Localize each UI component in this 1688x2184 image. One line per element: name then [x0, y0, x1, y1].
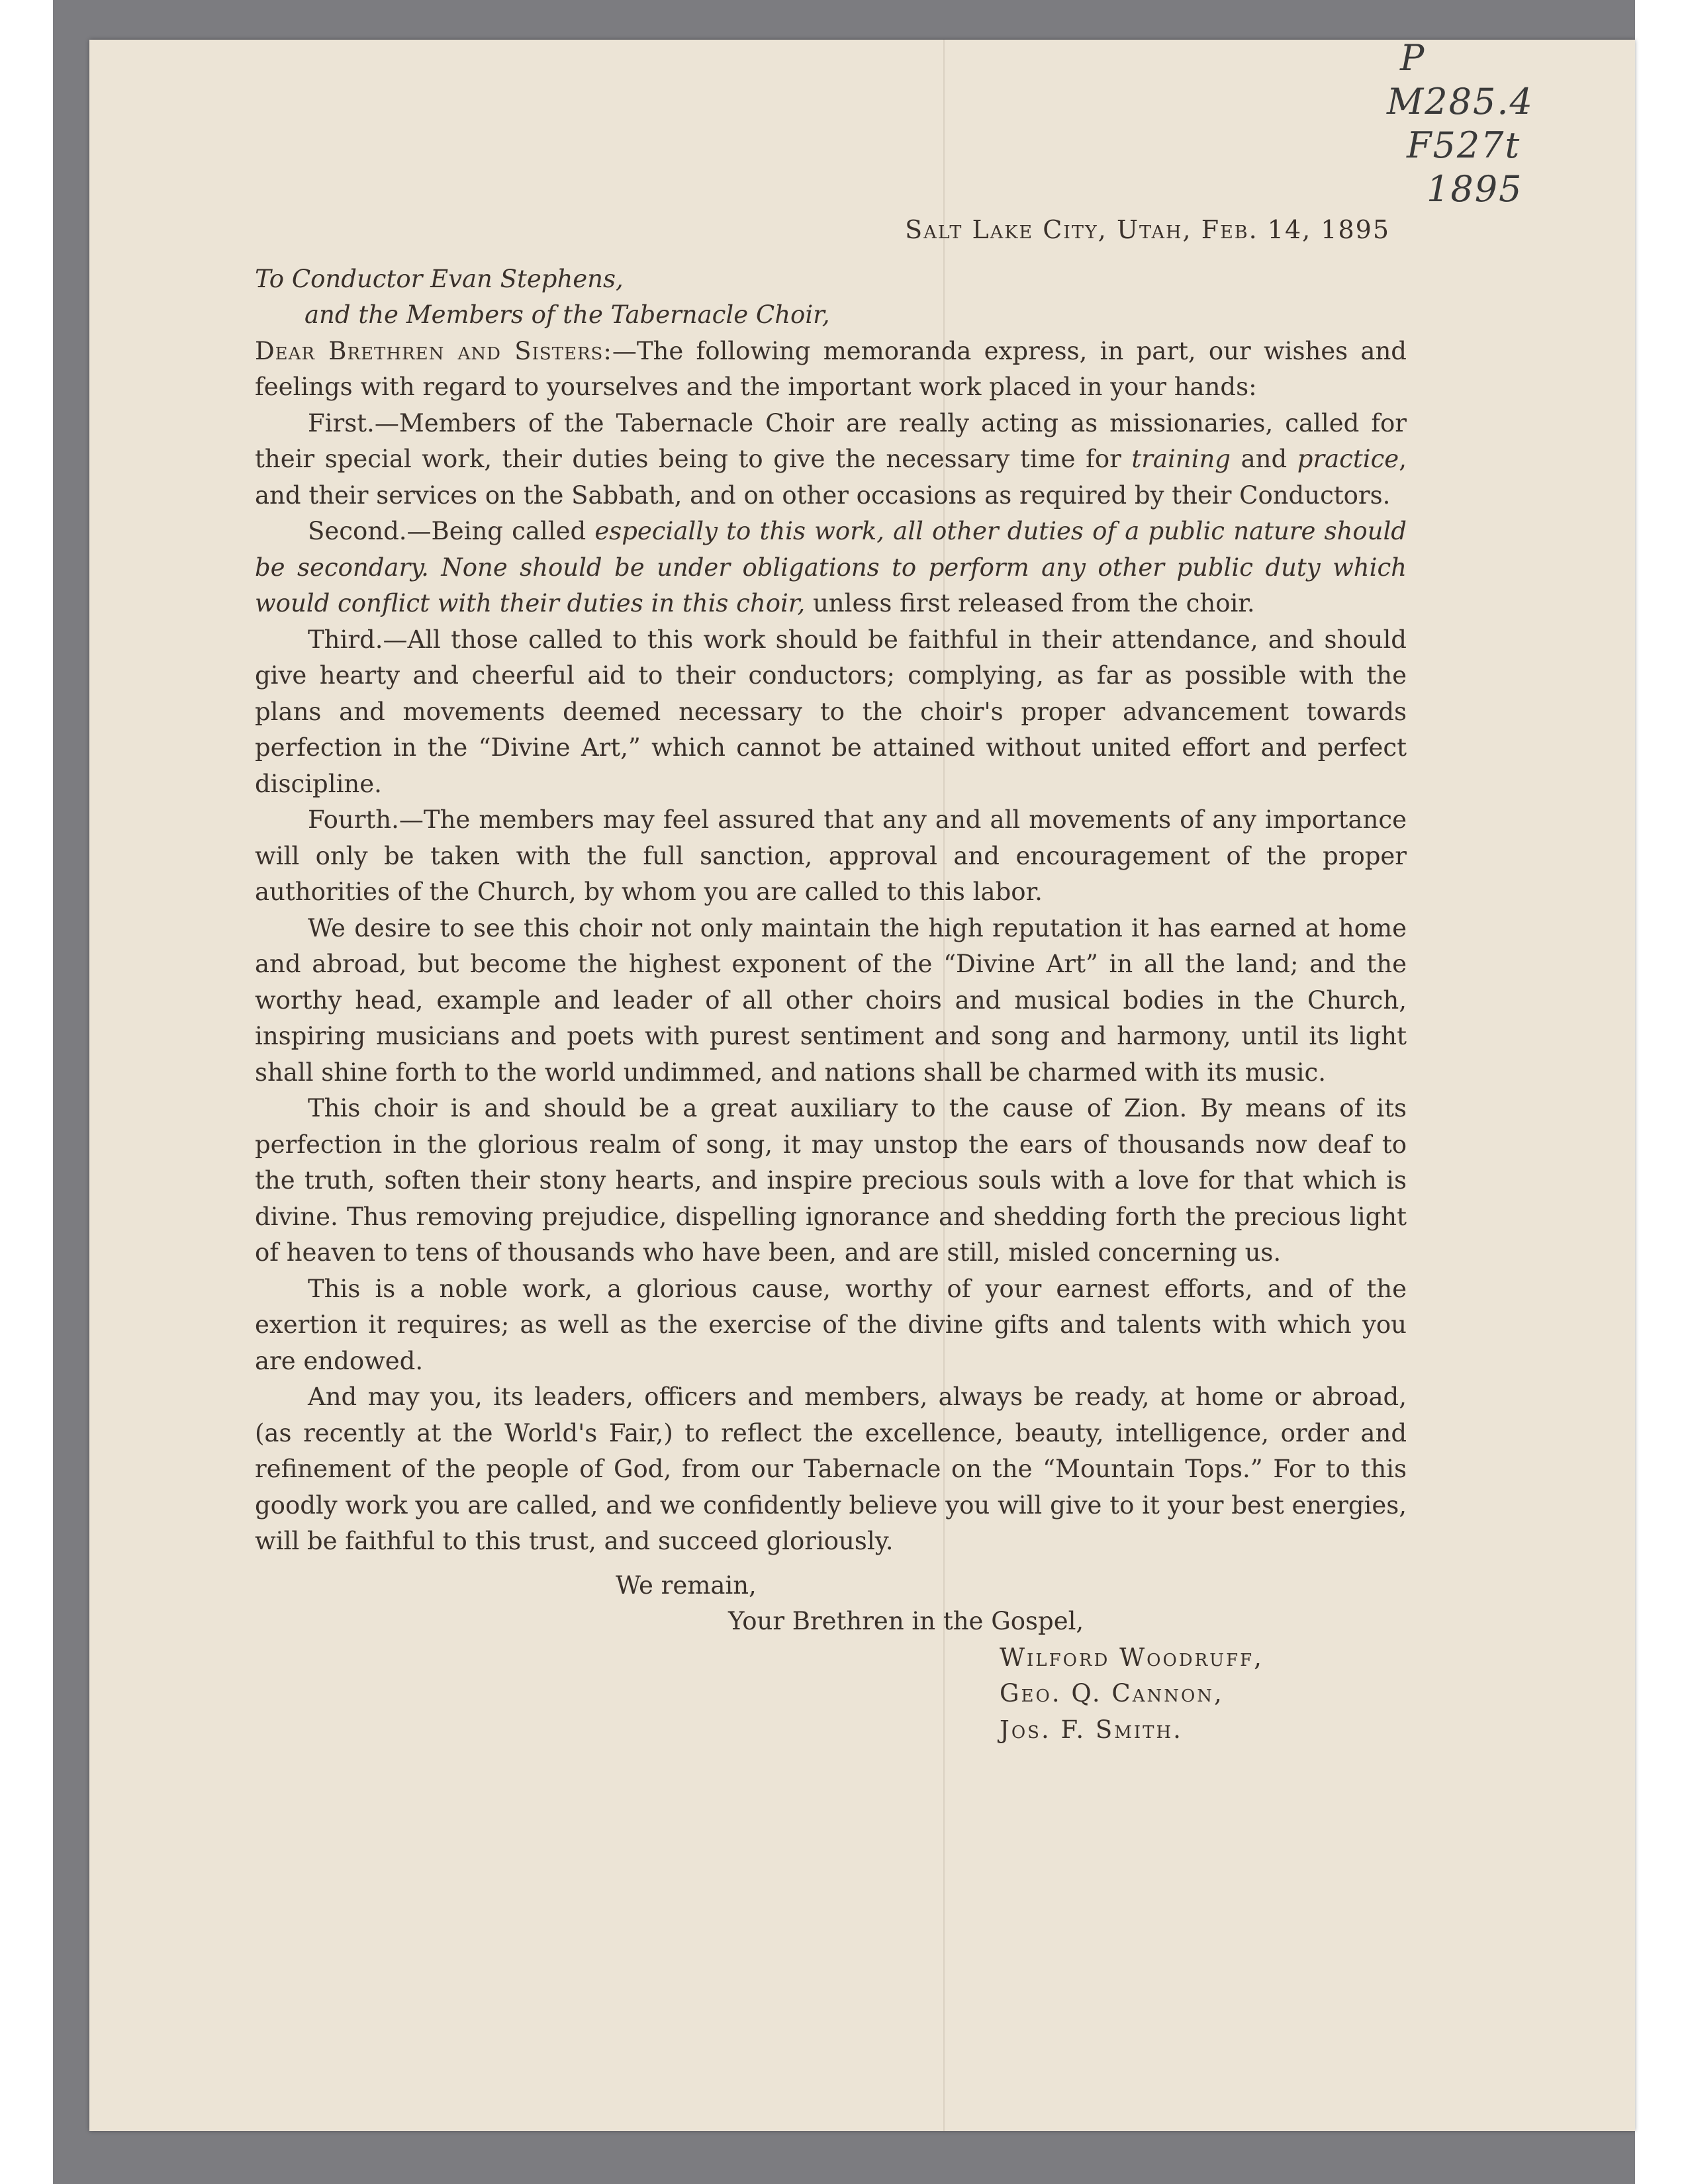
second-text: —Being called [406, 517, 595, 545]
paragraph-first [255, 406, 1407, 514]
second-label: Second. [308, 517, 407, 545]
signatory: Geo. Q. Cannon, [1000, 1679, 1224, 1707]
catalog-line: F527t [1407, 124, 1521, 166]
signatory: Jos. F. Smith. [1000, 1715, 1183, 1744]
catalog-line: P [1400, 37, 1426, 79]
first-emphasis: practice [1297, 445, 1399, 473]
paragraph-noble: This is a noble work, a glorious cause, worthy of your earnest efforts, and of the exertion it requires; as well as the exercise of the divine gifts and talents with which you are endowed. [255, 1274, 1407, 1375]
paragraph-auxiliary: This choir is and should be a great auxiliary to the cause of Zion. By means of its perfection in the glorious realm of song, it may unstop the ears of thousands now deaf to the truth, soften their stony hearts, and inspire precious souls with a love for that which is divine. Thus removing prejudice, dispelling ignorance and shedding forth the precious light of heaven to tens of thousands who have been, and are still, misled concerning us. [255, 1094, 1407, 1267]
addressee-line: To Conductor Evan Stephens, [255, 264, 624, 293]
third-text: —All those called to this work should be faithful in their attendance, and should give hearty and cheerful aid to their conductors; complying, as far as possible with the plans and movements deemed necessary to the choir's proper advancement towards perfection in the “Divine Art,” which cannot be attained without united effort and perfect discipline. [255, 625, 1407, 798]
first-label: First. [308, 408, 375, 437]
closing-brethren: Your Brethren in the Gospel, [728, 1607, 1084, 1635]
addressee-line: and the Members of the Tabernacle Choir, [305, 300, 830, 329]
first-text: —Members of the Tabernacle Choir are really acting as missionaries, called for their special work, their duties being to give the necessary time for [255, 408, 1407, 473]
first-text: , and their services on the Sabbath, and on other occasions as required by their Conductors. [255, 445, 1407, 510]
paragraph-fourth [255, 802, 1407, 911]
third-label: Third. [308, 625, 383, 654]
catalog-line: M285.4 [1387, 81, 1534, 122]
letter-body [255, 212, 1407, 1748]
first-emphasis: training [1131, 445, 1231, 473]
paragraph-leaders: And may you, its leaders, officers and members, always be ready, at home or abroad, (as recently at the World's Fair,) to reflect the excellence, beauty, intelligence, order and refinement of the people of God, from our Tabernacle on the “Mountain Tops.” For to this goodly work you are called, and we confidently believe you will give to it your best energies, will be faithful to this trust, and succeed gloriously. [255, 1383, 1407, 1555]
second-emphasis: especially to this work, all other duties of a public nature should be secondary. None should be under obligations to perform any other public duty which would conflict with their duties in this choir, [255, 517, 1407, 617]
paragraph-desire: We desire to see this choir not only maintain the high reputation it has earned at home and abroad, but become the highest exponent of the “Divine Art” in all the land; and the worthy head, example and leader of all other choirs and musical bodies in the Church, inspiring musicians and poets with purest sentiment and song and harmony, until its light shall shine forth to the world undimmed, and nations shall be charmed with its music. [255, 913, 1407, 1087]
signatory: Wilford Woodruff, [1000, 1643, 1264, 1672]
fourth-text: —The members may feel assured that any and all movements of any importance will only be taken with the full sanction, approval and encouragement of the proper authorities of the Church, by whom you are called to this labor. [255, 805, 1407, 906]
catalog-line: 1895 [1427, 168, 1523, 210]
paragraph-second [255, 514, 1407, 622]
intro-text: —The following memoranda express, in part, our wishes and feelings with regard to yourselves and the important work placed in your hands: [255, 336, 1407, 401]
salutation: Dear Brethren and Sisters: [255, 336, 612, 365]
dateline: Salt Lake City, Utah, Feb. 14, 1895 [905, 215, 1390, 244]
paragraph-third [255, 622, 1407, 803]
closing-remain: We remain, [616, 1570, 757, 1600]
closing [255, 1568, 1407, 1749]
first-text: and [1231, 445, 1297, 473]
fourth-label: Fourth. [308, 805, 399, 834]
catalog-number [1387, 36, 1585, 211]
intro-paragraph [255, 334, 1407, 406]
second-text: unless first released from the choir. [805, 589, 1255, 617]
